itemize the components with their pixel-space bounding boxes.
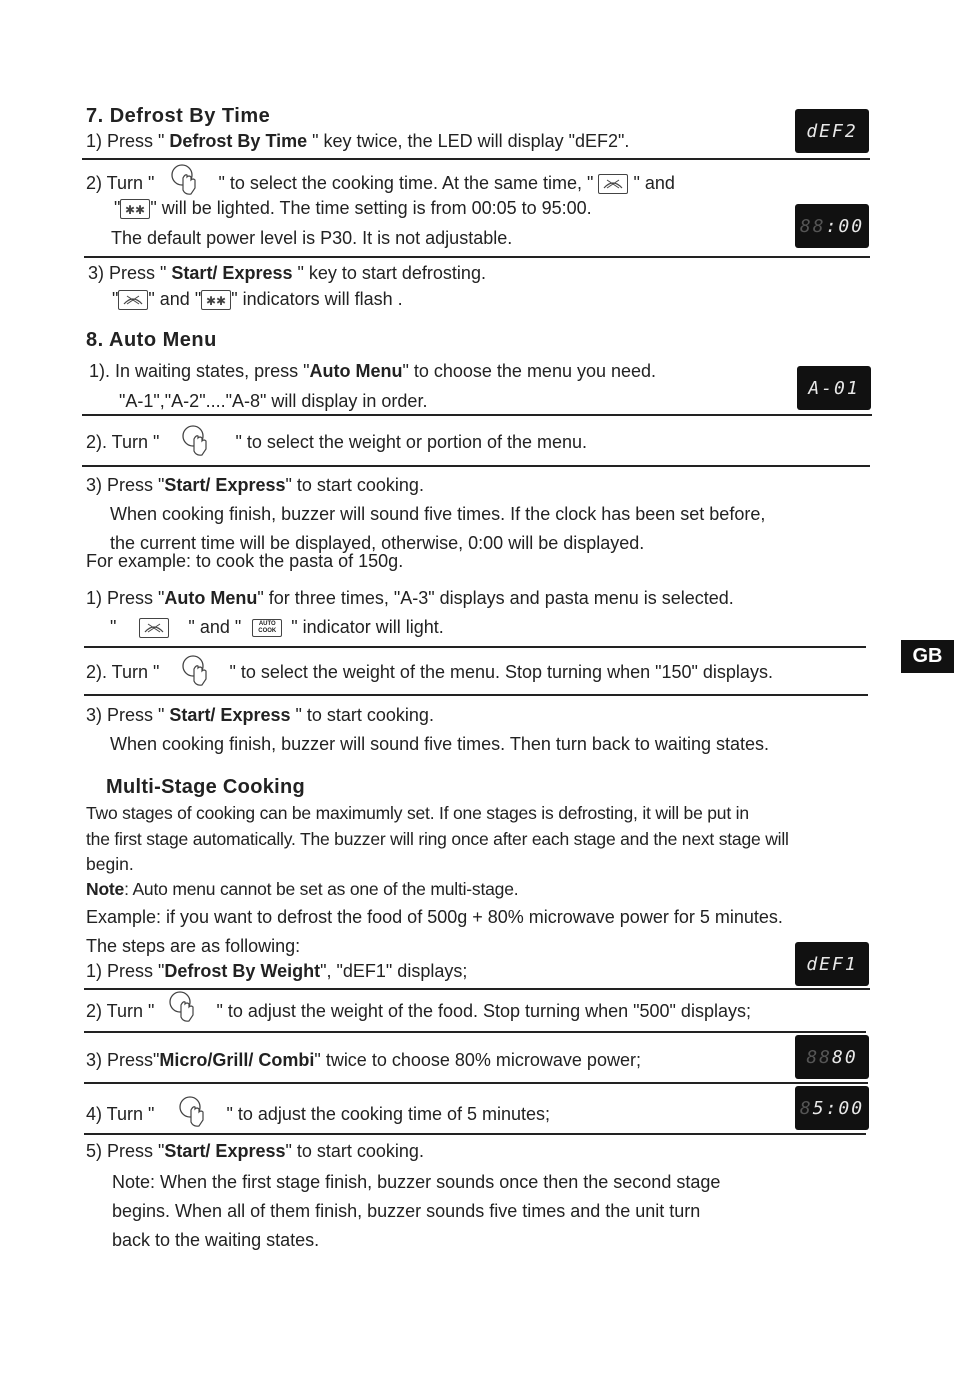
defrost-indicator-icon [598,174,628,194]
section-8-title: 8. Auto Menu [86,329,217,351]
ms-step2: 2) Turn " " to adjust the weight of the food. Stop turning when "500" displays; [86,1001,751,1023]
s8-ex-step3-note: When cooking finish, buzzer will sound five times. Then turn back to waiting states. [110,734,769,754]
dial-knob-icon [167,989,197,1023]
multistage-title: Multi-Stage Cooking [106,776,306,798]
s8-step2: 2). Turn " " to select the weight or portion of the menu. [86,429,587,457]
ms-step4: 4) Turn " " to adjust the cooking time of 5 minutes; [86,1102,550,1128]
lcd-display-auto: A-01 [797,366,871,410]
s7-step3: 3) Press " Start/ Express " key to start defrosting. [88,263,486,283]
lcd-display-cook-time: 8 5:00 [795,1086,869,1130]
s7-step2-cont: " ✱✱ " will be lighted. The time setting is from 00:05 to 95:00. [114,198,592,218]
ms-step3: 3) Press"Micro/Grill/ Combi" twice to choose 80% microwave power; [86,1050,641,1070]
divider [84,1082,868,1084]
ms-p2: the first stage automatically. The buzzer will ring once after each stage and the next stage will [86,829,789,849]
s8-step1: 1). In waiting states, press "Auto Menu" to choose the menu you need. [89,361,657,381]
lcd-display-power: 88 80 [795,1035,869,1079]
dial-knob-icon [177,1094,207,1128]
s8-ex-step2: 2). Turn " " to select the weight of the menu. Stop turning when "150" displays. [86,659,773,687]
s8-step3-note1: When cooking finish, buzzer will sound five times. If the clock has been set before, [110,504,766,524]
s8-example: For example: to cook the pasta of 150g. [86,551,404,571]
ms-p1: Two stages of cooking can be maximumly set. If one stages is defrosting, it will be put in [86,803,749,823]
divider [82,158,870,160]
ms-p3: begin. [86,854,134,874]
ms-steps-intro: The steps are as following: [86,936,301,956]
s8-ex-step1: 1) Press "Auto Menu" for three times, "A-3" displays and pasta menu is selected. [86,588,734,608]
ms-note-line2: begins. When all of them finish, buzzer sounds five times and the unit turn [112,1201,701,1221]
s8-ex-step1-cont: " " and " AUTO COOK " indicator will light. [110,617,444,637]
svg-text:✱✱: ✱✱ [206,294,227,309]
ms-step1: 1) Press "Defrost By Weight", "dEF1" displays; [86,961,468,981]
s8-step3-note2: the current time will be displayed, otherwise, 0:00 will be displayed. [110,533,645,553]
s7-note: The default power level is P30. It is not adjustable. [111,228,513,248]
lcd-display-def2: dEF2 [795,109,869,153]
s7-step2: 2) Turn " " to select the cooking time. At the same time, " " and [86,172,675,196]
defrost-indicator-icon [139,618,169,638]
auto-cook-icon: AUTO COOK [252,619,282,637]
lcd-display-def1: dEF1 [795,942,869,986]
svg-text:✱✱: ✱✱ [125,203,146,218]
ms-note: Note: Auto menu cannot be set as one of the multi-stage. [86,879,519,899]
ms-note-line3: back to the waiting states. [112,1230,320,1250]
s8-step1-cont: "A-1","A-2"...."A-8" will display in order. [119,391,428,411]
divider [84,988,870,990]
dial-knob-icon [180,423,210,457]
s7-step3-cont: " " and " ✱✱ " indicators will flash . [112,289,403,309]
s8-step3: 3) Press "Start/ Express" to start cooking. [86,475,424,495]
snowflake-indicator-icon [120,199,150,219]
dial-knob-icon [180,653,210,687]
snowflake-indicator-icon [201,290,231,310]
divider [84,256,870,258]
dial-knob-icon [169,162,199,196]
s7-step1: 1) Press " Defrost By Time " key twice, the LED will display "dEF2". [86,131,630,151]
lcd-display-time: 88 :00 [795,204,869,248]
divider [82,465,870,467]
ms-example: Example: if you want to defrost the food of 500g + 80% microwave power for 5 minutes. [86,907,783,927]
defrost-indicator-icon [118,290,148,310]
ms-step5: 5) Press "Start/ Express" to start cooking. [86,1141,424,1161]
divider [84,694,868,696]
ms-note-line1: Note: When the first stage finish, buzzer sounds once then the second stage [112,1172,721,1192]
divider [84,1133,866,1135]
s8-ex-step3: 3) Press " Start/ Express " to start cooking. [86,705,434,725]
divider [84,1031,866,1033]
section-7-title: 7. Defrost By Time [86,105,271,127]
divider [84,646,866,648]
divider [82,414,872,416]
language-tab-gb: GB [901,640,954,673]
